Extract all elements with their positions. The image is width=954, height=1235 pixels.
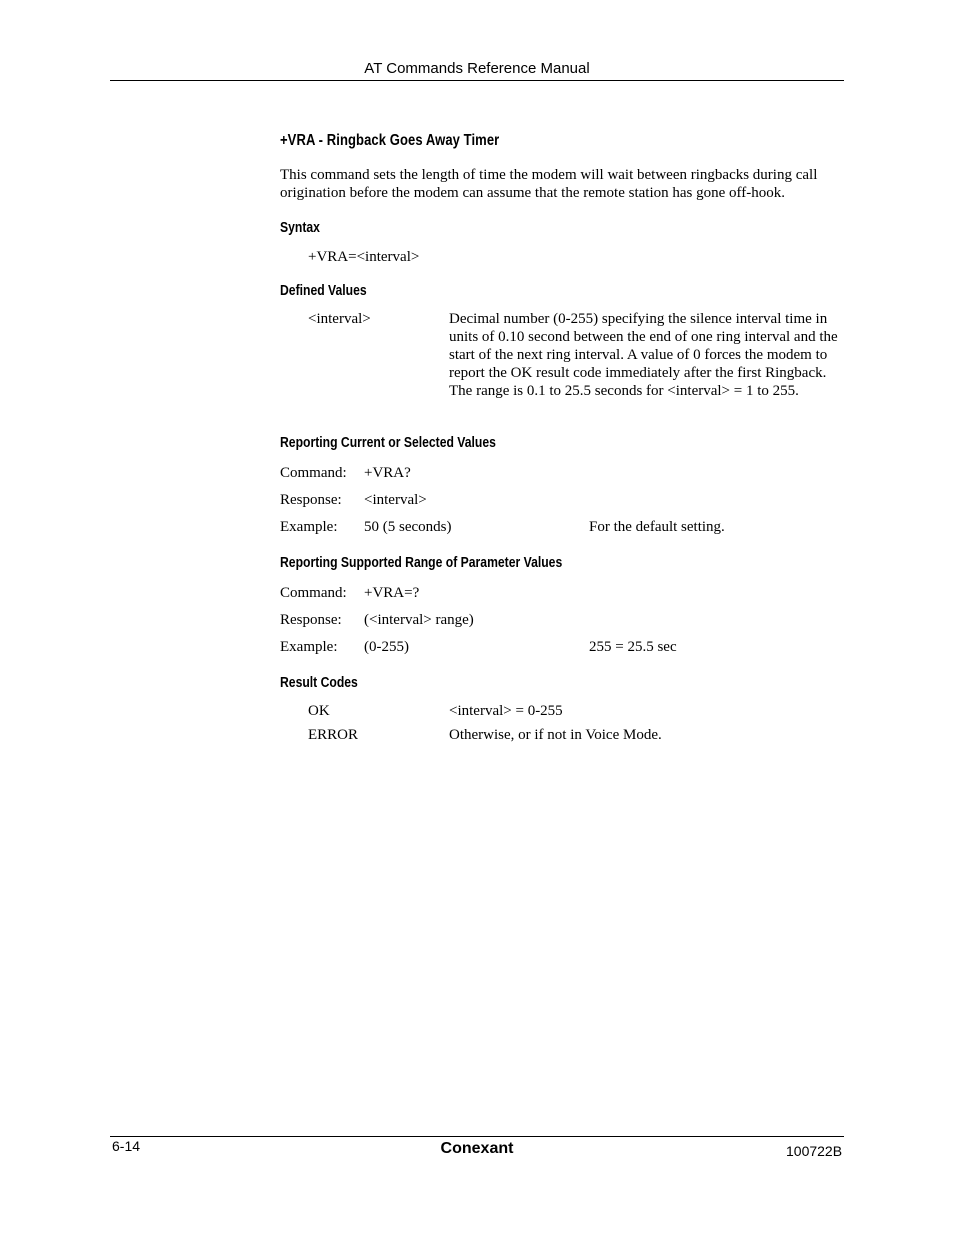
current-example-label: Example: <box>280 519 338 535</box>
range-example-note: 255 = 25.5 sec <box>589 639 677 655</box>
defined-values-param: <interval> <box>308 311 371 327</box>
result-codes-heading: Result Codes <box>280 675 358 691</box>
current-command-value: +VRA? <box>364 465 411 481</box>
section-intro: This command sets the length of time the modem will wait between ringbacks during call origination before the modem can assume that the remote station has gone off-hook. <box>280 167 818 201</box>
running-header-title: AT Commands Reference Manual <box>364 60 590 77</box>
header-rule <box>110 80 844 81</box>
current-command-label: Command: <box>280 465 347 481</box>
current-example-note: For the default setting. <box>589 519 725 535</box>
range-example-label: Example: <box>280 639 338 655</box>
current-response-value: <interval> <box>364 492 427 508</box>
range-response-label: Response: <box>280 612 342 628</box>
range-response-value: (<interval> range) <box>364 612 474 628</box>
range-example-value: (0-255) <box>364 639 409 655</box>
supported-range-heading: Reporting Supported Range of Parameter Values <box>280 555 563 571</box>
syntax-command: +VRA=<interval> <box>308 249 420 265</box>
section-title: +VRA - Ringback Goes Away Timer <box>280 132 500 149</box>
document-number: 100722B <box>786 1143 843 1159</box>
result-code-ok-meaning: <interval> = 0-255 <box>449 703 563 719</box>
result-code-error-meaning: Otherwise, or if not in Voice Mode. <box>449 727 662 743</box>
current-example-value: 50 (5 seconds) <box>364 519 452 535</box>
result-code-ok: OK <box>308 703 330 719</box>
current-values-heading: Reporting Current or Selected Values <box>280 435 496 451</box>
defined-values-description: Decimal number (0-255) specifying the silence interval time in units of 0.10 second between the end of one ring interval and the start of the next ring interval. A value of 0 forces the modem to report the OK result code immediately after the first Ringback. The range is 0.1 to 25.5 seconds for <interval> = 1 to 255. <box>449 311 838 399</box>
defined-values-heading: Defined Values <box>280 283 367 299</box>
syntax-heading: Syntax <box>280 220 320 236</box>
range-command-label: Command: <box>280 585 347 601</box>
footer-rule <box>110 1136 844 1137</box>
current-response-label: Response: <box>280 492 342 508</box>
footer-company: Conexant <box>440 1140 514 1157</box>
result-code-error: ERROR <box>308 727 359 743</box>
range-command-value: +VRA=? <box>364 585 420 601</box>
page-number: 6-14 <box>112 1138 141 1154</box>
